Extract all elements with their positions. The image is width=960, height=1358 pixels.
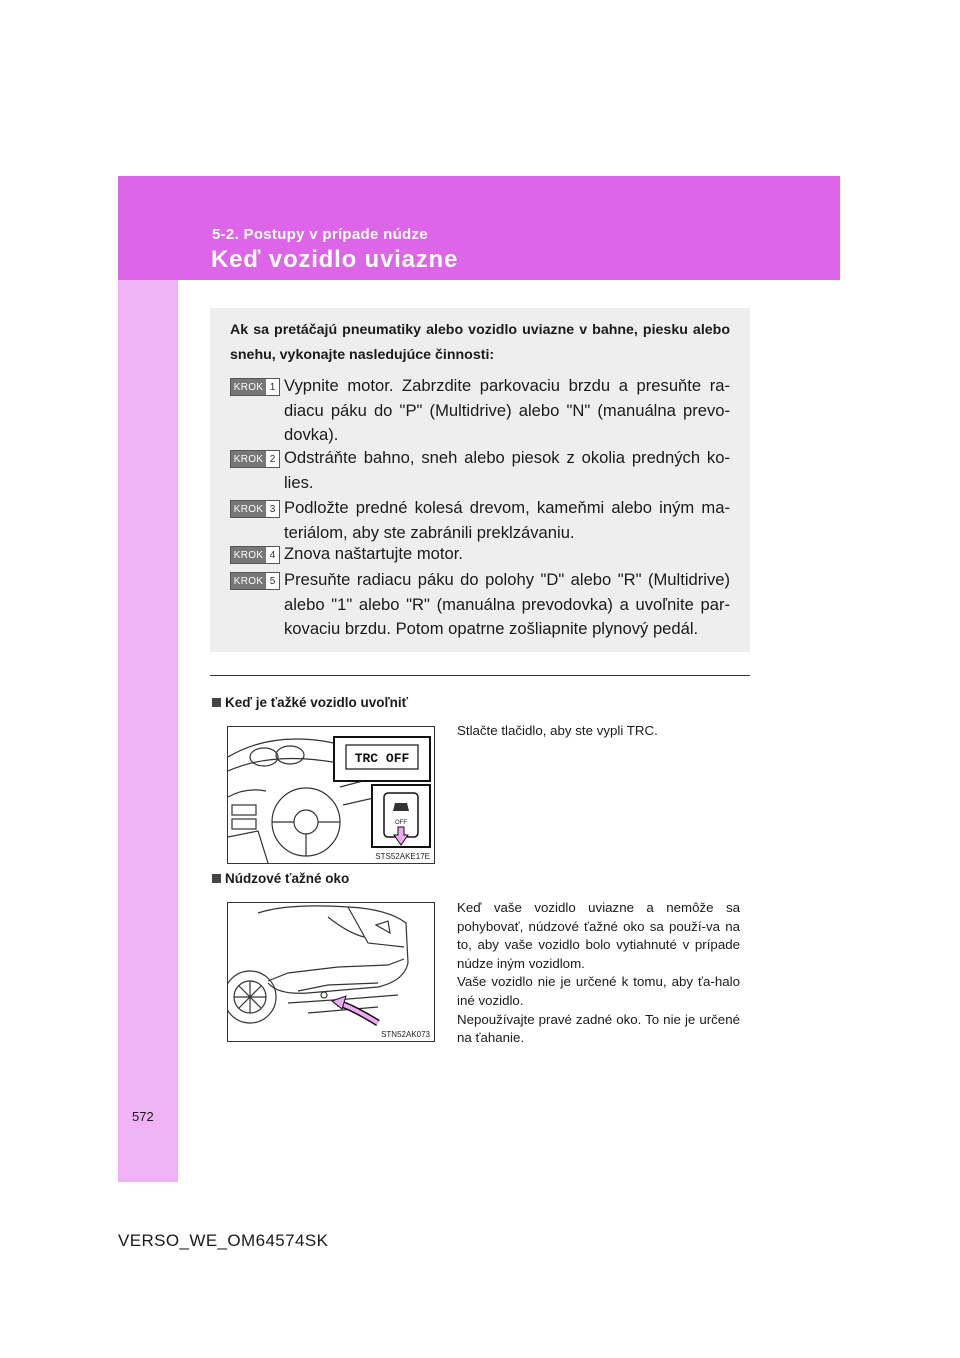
- caption-paragraph: Stlačte tlačidlo, aby ste vypli TRC.: [457, 723, 658, 738]
- sub-heading-text: Núdzové ťažné oko: [225, 871, 350, 886]
- square-bullet-icon: [212, 874, 221, 883]
- caption-paragraph: Vaše vozidlo nie je určené k tomu, aby ťa-halo iné vozidlo.: [457, 974, 740, 1008]
- step-text: Podložte predné kolesá drevom, kameňmi alebo iným ma-teriálom, aby ste zabránili preklzávaniu.: [284, 498, 730, 542]
- figure-code: STN52AK073: [381, 1030, 430, 1039]
- figure-code: STS52AKE17E: [375, 852, 430, 861]
- section-divider: [210, 675, 750, 676]
- vehicle-underside-illustration: [228, 903, 434, 1041]
- step-badge-label: KROK: [231, 547, 266, 563]
- step-badge-label: KROK: [231, 451, 266, 467]
- caption-paragraph: Keď vaše vozidlo uviazne a nemôže sa pohybovať, núdzové ťažné oko sa použí-va na to, aby vaše vozidlo bolo vytiahnuté v prípade núdze iným vozidlom.: [457, 900, 740, 971]
- caption-paragraph: Nepoužívajte pravé zadné oko. To nie je určené na ťahanie.: [457, 1011, 740, 1046]
- sub-heading-text: Keď je ťažké vozidlo uvoľniť: [225, 695, 409, 710]
- step-badge-label: KROK: [231, 379, 266, 395]
- step-number: 3: [269, 503, 276, 515]
- intro-text: Ak sa pretáčajú pneumatiky alebo vozidlo uviazne v bahne, piesku alebo snehu, vykonajte nasledujúce činnosti:: [230, 322, 730, 363]
- section-label: 5-2. Postupy v prípade núdze: [212, 226, 428, 243]
- step-badge: [230, 546, 280, 564]
- trc-button-off-label: OFF: [395, 820, 407, 826]
- side-band: [118, 176, 178, 1182]
- sub-heading-trc: [212, 695, 408, 710]
- step-number: 4: [269, 549, 276, 561]
- step-text: Vypnite motor. Zabrzdite parkovaciu brzdu a presuňte ra-diacu páku do "P" (Multidrive) alebo "N" (manuálna prevo-dovka).: [284, 376, 730, 444]
- trc-off-indicator: TRC OFF: [354, 751, 410, 766]
- step-badge: [230, 500, 280, 518]
- step-number: 2: [269, 453, 276, 465]
- step-5: [230, 568, 730, 642]
- square-bullet-icon: [212, 698, 221, 707]
- step-number: 5: [269, 575, 276, 587]
- step-number: 1: [269, 381, 276, 393]
- step-1: [230, 374, 730, 448]
- sub-heading-tow-eyelet: [212, 871, 349, 886]
- caption-trc: [457, 722, 740, 741]
- figure-tow-eyelet: [227, 902, 435, 1042]
- step-4: [230, 542, 730, 567]
- page-title: Keď vozidlo uviazne: [211, 246, 459, 273]
- step-badge: [230, 450, 280, 468]
- step-3: [230, 496, 730, 545]
- step-badge: [230, 572, 280, 590]
- step-badge-label: KROK: [231, 501, 266, 517]
- dashboard-illustration: [228, 727, 434, 863]
- step-text: Odstráňte bahno, sneh alebo piesok z okolia predných ko-lies.: [284, 448, 730, 492]
- step-badge-label: KROK: [231, 573, 266, 589]
- caption-tow-eyelet: [457, 899, 740, 1048]
- page-number: 572: [132, 1109, 154, 1124]
- step-2: [230, 446, 730, 495]
- figure-trc-off-button: [227, 726, 435, 864]
- step-text: Presuňte radiacu páku do polohy "D" alebo "R" (Multidrive) alebo "1" alebo "R" (manuálna prevodovka) a uvoľnite par-kovaciu brzdu. Potom opatrne zošliapnite plynový pedál.: [284, 570, 730, 638]
- step-badge: [230, 378, 280, 396]
- step-text: Znova naštartujte motor.: [284, 544, 463, 563]
- document-code: VERSO_WE_OM64574SK: [118, 1231, 329, 1250]
